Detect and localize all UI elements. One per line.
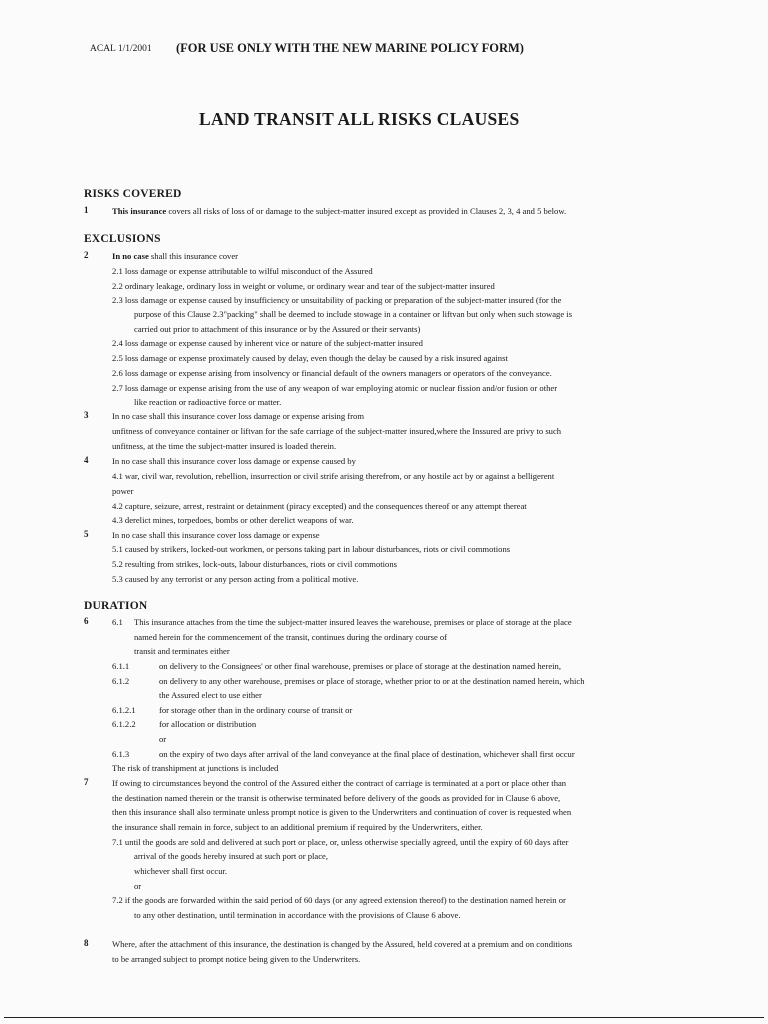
clause-6-1-2-2: for allocation or distribution	[159, 719, 257, 729]
clause-6-1-2-cont: the Assured elect to use either	[159, 690, 262, 700]
clause-4-1-cont: power	[112, 486, 134, 496]
clause-7-2: 7.2 if the goods are forwarded within the said period of 60 days (or any agreed extension thereof) to the destination named herein or	[112, 895, 566, 905]
clause-number-4: 4	[84, 455, 89, 465]
clause-3-line-1: In no case shall this insurance cover loss damage or expense arising from	[112, 411, 365, 421]
clause-6-1-line-2: named herein for the commencement of the transit, continues during the ordinary course of	[134, 632, 448, 642]
clause-5-2: 5.2 resulting from strikes, lock-outs, labour disturbances, riots or civil commotions	[112, 559, 397, 569]
clause-number-1: 1	[84, 205, 89, 215]
clause-number-5: 5	[84, 529, 89, 539]
clause-2-7: 2.7 loss damage or expense arising from the use of any weapon of war employing atomic or nuclear fission and/or fusion or other	[112, 383, 558, 393]
clause-2-5: 2.5 loss damage or expense proximately caused by delay, even though the delay be caused by a risk insured against	[112, 353, 508, 363]
clause-3-line-2: unfitness of conveyance container or liftvan for the safe carriage of the subject-matter insured,where the Inssured are privy to such	[112, 426, 562, 436]
section-heading-exclusions: EXCLUSIONS	[84, 233, 161, 245]
page-bottom-rule	[4, 1017, 764, 1018]
clause-7-line-3: then this insurance shall also terminate unless prompt notice is given to the Underwriters and continuation of cover is requested when	[112, 807, 572, 817]
clause-7-1-cont2: whichever shall first occur.	[134, 866, 228, 876]
clause-2-3-cont: purpose of this Clause 2.3"packing" shall be deemed to include stowage in a container or liftvan but only when such stowage is	[134, 309, 573, 319]
clause-2-1: 2.1 loss damage or expense attributable to wilful misconduct of the Assured	[112, 266, 373, 276]
clause-6-1-2-2-number: 6.1.2.2	[112, 719, 136, 729]
clause-2-6: 2.6 loss damage or expense arising from insolvency or financial default of the owners managers or operators of the conveyance.	[112, 368, 552, 378]
clause-2-7-cont: like reaction or radioactive force or matter.	[134, 397, 282, 407]
clause-6-1-3: on the expiry of two days after arrival of the land conveyance at the final place of destination, whichever shall first occur	[159, 749, 575, 759]
clause-6-1-2-number: 6.1.2	[112, 676, 130, 686]
clause-5-3: 5.3 caused by any terrorist or any person acting from a political motive.	[112, 574, 359, 584]
section-heading-risks: RISKS COVERED	[84, 188, 182, 200]
clause-3-line-3: unfitness, at the time the subject-matter insured is loaded therein.	[112, 441, 337, 451]
clause-7-1: 7.1 until the goods are sold and delivered at such port or place, or, unless otherwise specially agreed, until the expiry of 60 days after	[112, 837, 569, 847]
clause-6-1-line-3: transit and terminates either	[134, 646, 230, 656]
clause-4-1: 4.1 war, civil war, revolution, rebellion, insurrection or civil strife arising therefrom, or any hostile act by or against a belligerent	[112, 471, 555, 481]
clause-1-text: This insurance covers all risks of loss of or damage to the subject-matter insured except as provided in Clauses 2, 3, 4 and 5 below.	[112, 206, 567, 216]
clause-5-1: 5.1 caused by strikers, locked-out workmen, or persons taking part in labour disturbances, riots or civil commotions	[112, 544, 511, 554]
clause-7-line-4: the insurance shall remain in force, subject to an additional premium if required by the Underwriters, either.	[112, 822, 483, 832]
clause-number-8: 8	[84, 938, 89, 948]
transhipment-note: The risk of transhipment at junctions is included	[112, 763, 279, 773]
clause-4-intro: In no case shall this insurance cover loss damage or expense caused by	[112, 456, 356, 466]
clause-7-line-1: If owing to circumstances beyond the control of the Assured either the contract of carriage is terminated at a port or place other than	[112, 778, 567, 788]
clause-6-1-1-number: 6.1.1	[112, 661, 130, 671]
clause-number-2: 2	[84, 250, 89, 260]
clause-2-3: 2.3 loss damage or expense caused by insufficiency or unsuitability of packing or preparation of the subject-matter insured (for the	[112, 295, 562, 305]
document-title: LAND TRANSIT ALL RISKS CLAUSES	[199, 109, 520, 129]
clause-2-intro: In no case shall this insurance cover	[112, 251, 239, 261]
clause-2-2: 2.2 ordinary leakage, ordinary loss in weight or volume, or ordinary wear and tear of the subject-matter insured	[112, 281, 495, 291]
clause-number-6: 6	[84, 616, 89, 626]
clause-8-line-2: to be arranged subject to prompt notice being given to the Underwriters.	[112, 954, 361, 964]
clause-number-3: 3	[84, 410, 89, 420]
clause-6-1-3-number: 6.1.3	[112, 749, 130, 759]
clause-4-2: 4.2 capture, seizure, arrest, restraint or detainment (piracy excepted) and the consequences thereof or any attempt thereat	[112, 501, 527, 511]
clause-4-3: 4.3 derelict mines, torpedoes, bombs or other derelict weapons of war.	[112, 515, 354, 525]
clause-2-4: 2.4 loss damage or expense caused by inherent vice or nature of the subject-matter insured	[112, 338, 423, 348]
usage-note: (FOR USE ONLY WITH THE NEW MARINE POLICY FORM)	[176, 41, 524, 55]
clause-6-1-line-1: This insurance attaches from the time the subject-matter insured leaves the warehouse, premises or place of storage at the place	[134, 617, 572, 627]
clause-5-intro: In no case shall this insurance cover loss damage or expense	[112, 530, 320, 540]
clause-7-line-2: the destination named therein or the transit is otherwise terminated before delivery of the goods as provided for in Clause 6 above,	[112, 793, 561, 803]
clause-7-2-cont: to any other destination, until termination in accordance with the provisions of Clause 6 above.	[134, 910, 461, 920]
clause-7-1-cont: arrival of the goods hereby insured at such port or place,	[134, 851, 329, 861]
form-code: ACAL 1/1/2001	[90, 44, 152, 54]
clause-6-1-2-1-number: 6.1.2.1	[112, 705, 136, 715]
clause-2-3-cont2: carried out prior to attachment of this insurance or by the Assured or their servants)	[134, 324, 421, 334]
clause-number-7: 7	[84, 777, 89, 787]
clause-6-1-2: on delivery to any other warehouse, premises or place of storage, whether prior to or at the destination named herein, which	[159, 676, 585, 686]
clause-6-1-2-1: for storage other than in the ordinary course of transit or	[159, 705, 353, 715]
section-heading-duration: DURATION	[84, 600, 148, 612]
or-connector-7: or	[134, 881, 142, 891]
clause-8-line-1: Where, after the attachment of this insurance, the destination is changed by the Assured, held covered at a premium and on conditions	[112, 939, 573, 949]
clause-6-1-number: 6.1	[112, 617, 123, 627]
or-connector: or	[159, 734, 167, 744]
clause-6-1-1: on delivery to the Consignees' or other final warehouse, premises or place of storage at the destination named herein,	[159, 661, 561, 671]
